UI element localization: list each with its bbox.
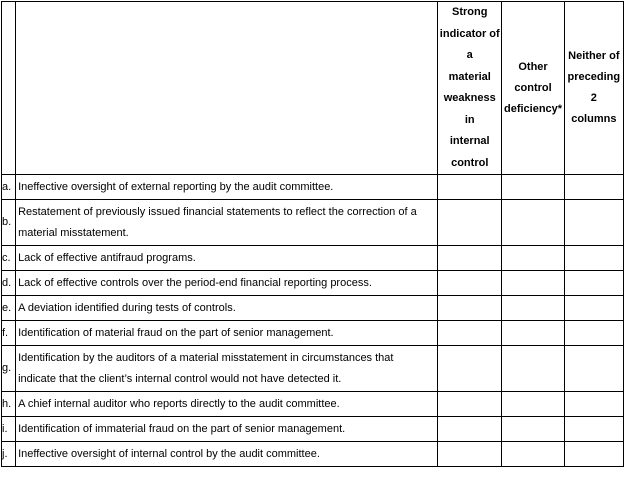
cell-neither[interactable]	[564, 417, 623, 442]
row-text: Restatement of previously issued financial statements to reflect the correction of a material misstatement.	[16, 200, 438, 246]
cell-other-deficiency[interactable]	[502, 346, 564, 392]
cell-neither[interactable]	[564, 392, 623, 417]
table-row	[2, 392, 624, 417]
cell-other-deficiency[interactable]	[502, 246, 564, 271]
cell-neither[interactable]	[564, 200, 623, 246]
row-text: Identification of material fraud on the part of senior management.	[16, 321, 438, 346]
cell-neither[interactable]	[564, 271, 623, 296]
cell-strong-indicator[interactable]	[438, 417, 502, 442]
cell-strong-indicator[interactable]	[438, 346, 502, 392]
table-row	[2, 346, 624, 392]
row-text: Lack of effective antifraud programs.	[16, 246, 438, 271]
row-text: Lack of effective controls over the period-end financial reporting process.	[16, 271, 438, 296]
cell-strong-indicator[interactable]	[438, 296, 502, 321]
cell-neither[interactable]	[564, 246, 623, 271]
row-letter: e.	[2, 296, 16, 321]
table-row	[2, 321, 624, 346]
cell-neither[interactable]	[564, 296, 623, 321]
row-text: A chief internal auditor who reports directly to the audit committee.	[16, 392, 438, 417]
table-row	[2, 246, 624, 271]
header-row	[2, 2, 624, 175]
row-letter: j.	[2, 442, 16, 467]
table-row	[2, 442, 624, 467]
row-text: Identification of immaterial fraud on the part of senior management.	[16, 417, 438, 442]
classification-table	[1, 1, 624, 467]
cell-other-deficiency[interactable]	[502, 200, 564, 246]
row-letter: f.	[2, 321, 16, 346]
row-text: Identification by the auditors of a material misstatement in circumstances that indicate that the client’s internal control would not have detected it.	[16, 346, 438, 392]
header-strong-indicator: Strong indicator of a material weakness in internal control	[438, 2, 502, 175]
table-row	[2, 271, 624, 296]
row-text: Ineffective oversight of internal control by the audit committee.	[16, 442, 438, 467]
header-neither: Neither of preceding 2 columns	[564, 2, 623, 175]
cell-strong-indicator[interactable]	[438, 271, 502, 296]
cell-neither[interactable]	[564, 175, 623, 200]
row-letter: a.	[2, 175, 16, 200]
cell-other-deficiency[interactable]	[502, 442, 564, 467]
row-text: Ineffective oversight of external reporting by the audit committee.	[16, 175, 438, 200]
table-row	[2, 296, 624, 321]
row-letter: d.	[2, 271, 16, 296]
cell-other-deficiency[interactable]	[502, 271, 564, 296]
row-letter: i.	[2, 417, 16, 442]
cell-neither[interactable]	[564, 321, 623, 346]
cell-other-deficiency[interactable]	[502, 175, 564, 200]
table-row	[2, 200, 624, 246]
cell-strong-indicator[interactable]	[438, 392, 502, 417]
table-row	[2, 417, 624, 442]
row-letter: b.	[2, 200, 16, 246]
row-text: A deviation identified during tests of controls.	[16, 296, 438, 321]
cell-other-deficiency[interactable]	[502, 392, 564, 417]
header-other-deficiency: Other control deficiency*	[502, 2, 564, 175]
table-row	[2, 175, 624, 200]
header-blank-letter	[2, 2, 16, 175]
cell-strong-indicator[interactable]	[438, 442, 502, 467]
cell-neither[interactable]	[564, 442, 623, 467]
cell-other-deficiency[interactable]	[502, 296, 564, 321]
cell-strong-indicator[interactable]	[438, 321, 502, 346]
header-blank-text	[16, 2, 438, 175]
row-letter: c.	[2, 246, 16, 271]
row-letter: g.	[2, 346, 16, 392]
cell-strong-indicator[interactable]	[438, 175, 502, 200]
cell-other-deficiency[interactable]	[502, 417, 564, 442]
row-letter: h.	[2, 392, 16, 417]
cell-strong-indicator[interactable]	[438, 200, 502, 246]
cell-neither[interactable]	[564, 346, 623, 392]
cell-strong-indicator[interactable]	[438, 246, 502, 271]
cell-other-deficiency[interactable]	[502, 321, 564, 346]
